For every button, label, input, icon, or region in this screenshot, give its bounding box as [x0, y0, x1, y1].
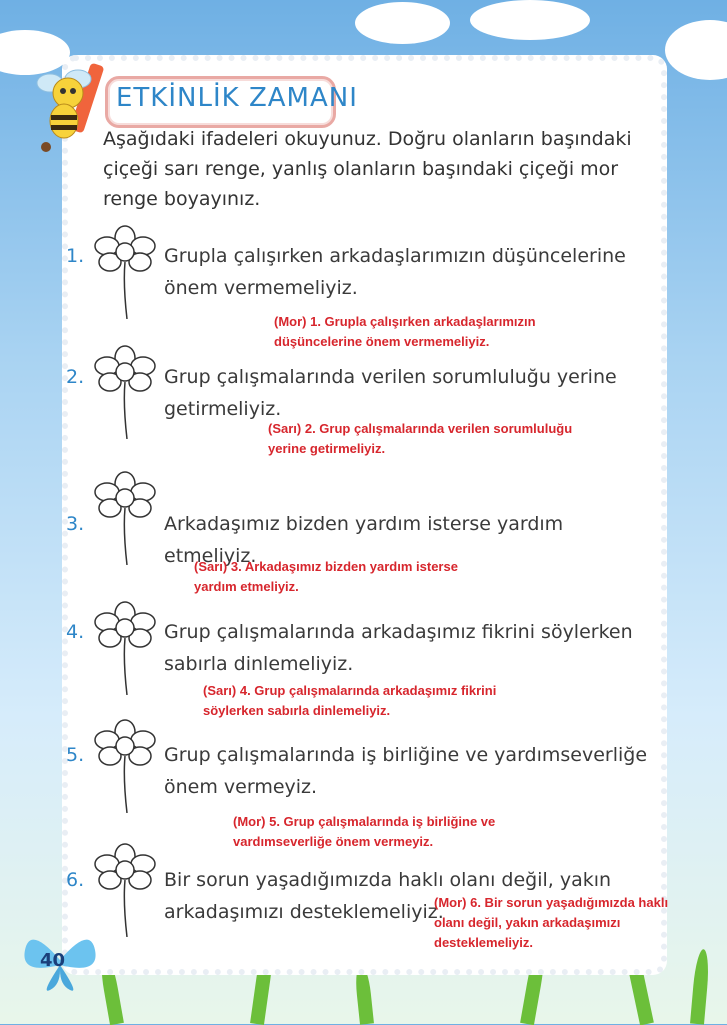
item-number: 2.: [66, 366, 85, 388]
answer-line: (Sarı) 3. Arkadaşımız bizden yardım isterse: [194, 559, 458, 574]
statement-line: Grup çalışmalarında iş birliğine ve yardımseverliğe: [164, 744, 648, 766]
item-number: 4.: [66, 621, 85, 643]
flower-icon[interactable]: [86, 344, 164, 439]
answer-line: (Mor) 5. Grup çalışmalarında iş birliğine ve: [233, 814, 496, 829]
item-number: 5.: [66, 744, 85, 766]
page-number: 40: [40, 950, 66, 971]
answer-line: desteklemeliyiz.: [434, 935, 533, 950]
statement-line: Grupla çalışırken arkadaşlarımızın düşüncelerine: [164, 245, 626, 267]
statement-line: Bir sorun yaşadığımızda haklı olanı değil, yakın: [164, 869, 612, 891]
flower-icon[interactable]: [86, 600, 164, 695]
flower-icon[interactable]: [86, 718, 164, 813]
item-number: 6.: [66, 869, 85, 891]
page-title: ETKİNLİK ZAMANI: [116, 83, 358, 113]
statement-line: önem vermeyiz.: [164, 776, 318, 798]
answer-line: yerine getirmeliyiz.: [268, 441, 386, 456]
statement-line: getirmeliyiz.: [164, 398, 282, 420]
answer-line: (Sarı) 4. Grup çalışmalarında arkadaşımız fikrini: [203, 683, 497, 698]
answer-line: söylerken sabırla dinlemeliyiz.: [203, 703, 391, 718]
answer-line: (Mor) 6. Bir sorun yaşadığımızda haklı: [434, 895, 669, 910]
item-number: 3.: [66, 513, 85, 535]
answer-line: vardımseverliğe önem vermeyiz.: [233, 834, 434, 849]
cloud: [470, 0, 590, 40]
statement-line: önem vermemeliyiz.: [164, 277, 358, 299]
flower-icon[interactable]: [86, 470, 164, 565]
statement-line: Arkadaşımız bizden yardım isterse yardım etmeliyiz.: [164, 513, 564, 567]
grass-blade: [690, 949, 710, 1025]
statement-line: Grup çalışmalarında verilen sorumluluğu yerine: [164, 366, 617, 388]
cloud: [355, 2, 450, 44]
instructions: Aşağıdaki ifadeleri okuyunuz. Doğru olanların başındaki çiçeği sarı renge, yanlış olanların başındaki çiçeği mor renge boyayınız.: [103, 128, 632, 210]
answer-line: olanı değil, yakın arkadaşımızı: [434, 915, 621, 930]
statement-line: arkadaşımızı desteklemeliyiz.: [164, 901, 444, 923]
flower-icon[interactable]: [86, 224, 164, 319]
item-number: 1.: [66, 245, 85, 267]
bee-mascot-icon: [30, 55, 105, 155]
answer-line: yardım etmeliyiz.: [194, 579, 299, 594]
cloud: [665, 20, 727, 80]
answer-line: (Sarı) 2. Grup çalışmalarında verilen sorumluluğu: [268, 421, 573, 436]
flower-icon[interactable]: [86, 842, 164, 937]
statement-line: Grup çalışmalarında arkadaşımız fikrini söylerken: [164, 621, 633, 643]
answer-line: düşüncelerine önem vermemeliyiz.: [274, 334, 490, 349]
statement-line: sabırla dinlemeliyiz.: [164, 653, 354, 675]
answer-line: (Mor) 1. Grupla çalışırken arkadaşlarımızın: [274, 314, 536, 329]
